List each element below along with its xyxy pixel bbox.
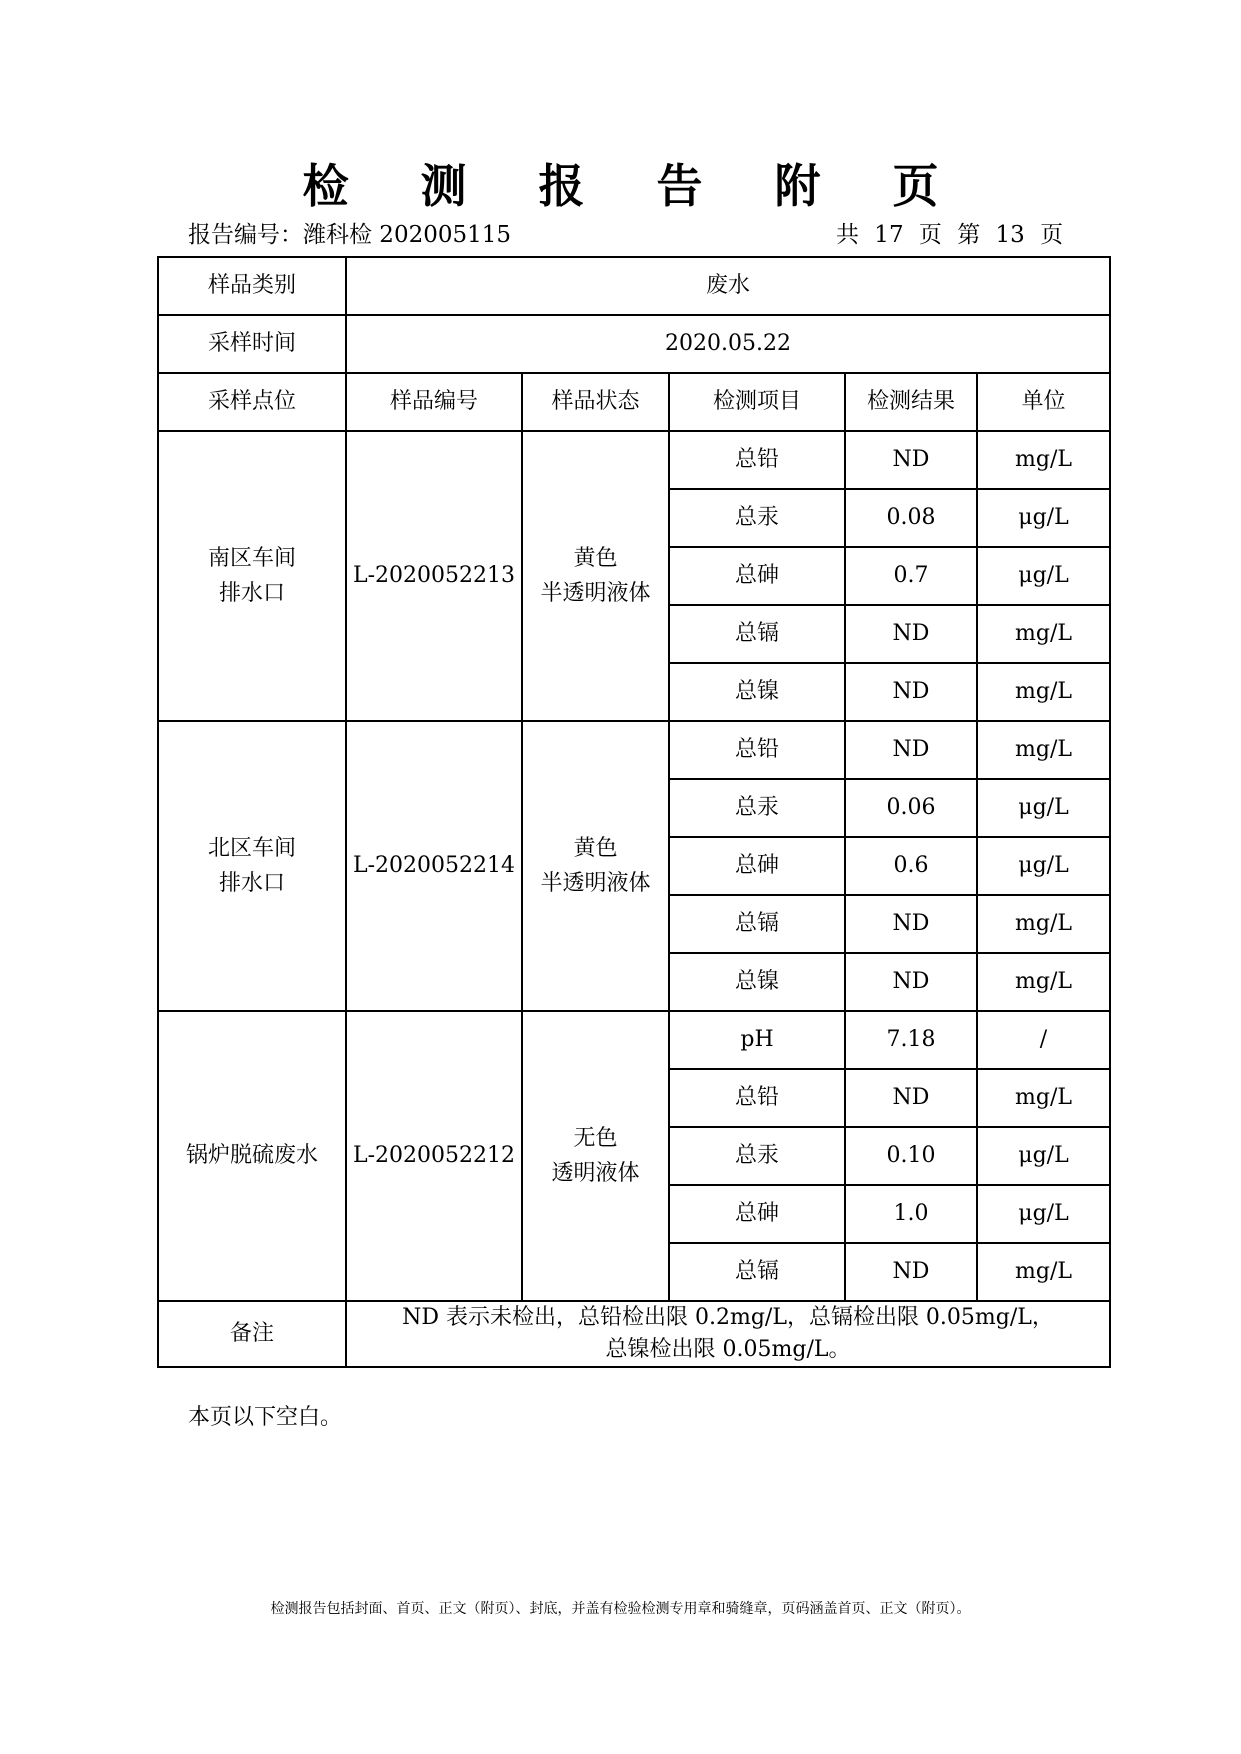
test-item: 总汞: [669, 489, 845, 547]
test-item: 总铅: [669, 721, 845, 779]
test-item: 总砷: [669, 837, 845, 895]
state-line: 无色: [573, 1125, 618, 1151]
test-item: 总镉: [669, 895, 845, 953]
state-line: 半透明液体: [540, 871, 651, 896]
sampling-time-row: [158, 315, 1110, 373]
sampling-time-label: 采样时间: [158, 315, 346, 373]
unit: mg/L: [977, 1243, 1110, 1301]
unit: mg/L: [977, 953, 1110, 1011]
test-item: 总砷: [669, 547, 845, 605]
test-result: ND: [845, 1243, 977, 1301]
location-line: 排水口: [218, 581, 285, 606]
blank-note: 本页以下空白。: [188, 1405, 343, 1430]
test-item: 总铅: [669, 431, 845, 489]
location-line: 排水口: [218, 871, 285, 896]
remarks-text: [346, 1301, 1110, 1367]
unit: μg/L: [977, 489, 1110, 547]
test-result: 0.6: [845, 837, 977, 895]
test-item: 总汞: [669, 779, 845, 837]
page-info: 共 17 页 第 13 页: [836, 222, 1064, 248]
test-result: 1.0: [845, 1185, 977, 1243]
test-result: ND: [845, 1069, 977, 1127]
test-item: 总汞: [669, 1127, 845, 1185]
header-unit: 单位: [977, 373, 1110, 431]
test-result: 0.06: [845, 779, 977, 837]
sample-id: L-2020052214: [346, 721, 522, 1011]
unit: mg/L: [977, 895, 1110, 953]
state-line: 黄色: [573, 835, 618, 861]
header-location: 采样点位: [158, 373, 346, 431]
results-table: [157, 256, 1111, 1368]
unit: mg/L: [977, 1069, 1110, 1127]
sample-category-label: 样品类别: [158, 257, 346, 315]
state-line: 黄色: [573, 545, 618, 571]
remarks-line: ND 表示未检出，总铅检出限 0.2mg/L，总镉检出限 0.05mg/L，: [402, 1305, 1054, 1330]
sampling-location: [158, 721, 346, 1011]
test-result: ND: [845, 605, 977, 663]
page-footer: 检测报告包括封面、首页、正文（附页）、封底，并盖有检验检测专用章和骑缝章，页码涵盖首页、正文（附页）。: [270, 1601, 971, 1617]
test-result: ND: [845, 431, 977, 489]
unit: μg/L: [977, 547, 1110, 605]
test-result: 7.18: [845, 1011, 977, 1069]
unit: mg/L: [977, 721, 1110, 779]
page-title: 检 测 报 告 附 页: [302, 159, 967, 213]
unit: μg/L: [977, 837, 1110, 895]
table-row: [158, 431, 1110, 489]
state-line: 半透明液体: [540, 581, 651, 606]
test-result: 0.10: [845, 1127, 977, 1185]
test-result: ND: [845, 953, 977, 1011]
sampling-time-value: 2020.05.22: [346, 315, 1110, 373]
location-line: 南区车间: [207, 545, 296, 571]
sample-state: [522, 1011, 669, 1301]
unit: μg/L: [977, 1127, 1110, 1185]
test-result: ND: [845, 721, 977, 779]
test-result: 0.7: [845, 547, 977, 605]
header-test-item: 检测项目: [669, 373, 845, 431]
header-sample-state: 样品状态: [522, 373, 669, 431]
test-result: ND: [845, 895, 977, 953]
remarks-line: 总镍检出限 0.05mg/L。: [605, 1336, 851, 1362]
test-item: 总镍: [669, 663, 845, 721]
header-row: [158, 373, 1110, 431]
test-item: 总镍: [669, 953, 845, 1011]
test-item: 总铅: [669, 1069, 845, 1127]
test-item: 总砷: [669, 1185, 845, 1243]
sampling-location: [158, 431, 346, 721]
unit: mg/L: [977, 431, 1110, 489]
test-result: ND: [845, 663, 977, 721]
sample-state: [522, 721, 669, 1011]
header-sample-id: 样品编号: [346, 373, 522, 431]
sample-category-row: [158, 257, 1110, 315]
sample-category-value: 废水: [346, 257, 1110, 315]
unit: mg/L: [977, 605, 1110, 663]
location-line: 锅炉脱硫废水: [185, 1143, 318, 1169]
table-row: [158, 721, 1110, 779]
unit: μg/L: [977, 779, 1110, 837]
report-number: 报告编号：潍科检 202005115: [188, 222, 512, 248]
remarks-row: [158, 1301, 1110, 1367]
test-result: 0.08: [845, 489, 977, 547]
unit: mg/L: [977, 663, 1110, 721]
unit: μg/L: [977, 1185, 1110, 1243]
sample-state: [522, 431, 669, 721]
remarks-label: 备注: [158, 1301, 346, 1367]
state-line: 透明液体: [551, 1161, 640, 1186]
sample-id: L-2020052213: [346, 431, 522, 721]
header-test-result: 检测结果: [845, 373, 977, 431]
sampling-location: [158, 1011, 346, 1301]
test-item: 总镉: [669, 605, 845, 663]
test-item: 总镉: [669, 1243, 845, 1301]
test-item: pH: [669, 1011, 845, 1069]
unit: /: [977, 1011, 1110, 1069]
location-line: 北区车间: [207, 835, 296, 861]
table-row: [158, 1011, 1110, 1069]
sample-id: L-2020052212: [346, 1011, 522, 1301]
